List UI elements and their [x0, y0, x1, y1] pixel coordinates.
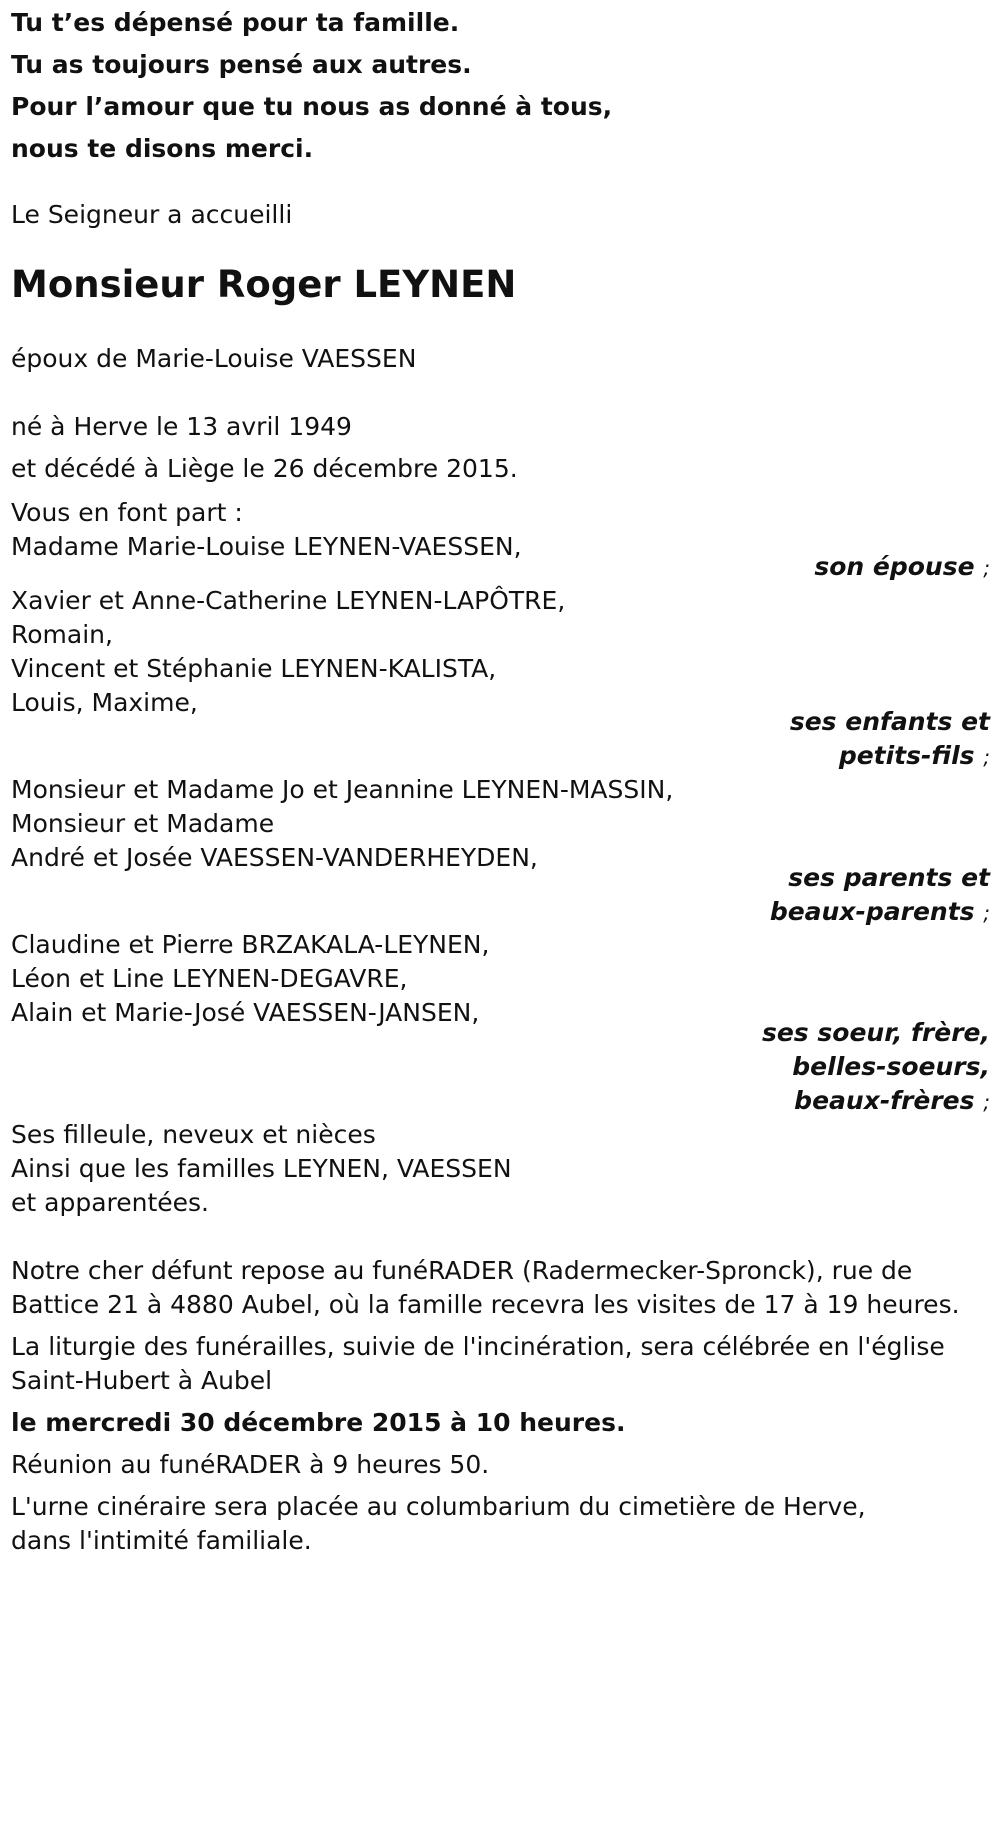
liturgy-line: La liturgie des funérailles, suivie de l'incinération, sera célébrée en l'église — [11, 1332, 945, 1361]
visit-line: Notre cher défunt repose au funéRADER (Radermecker-Spronck), rue de — [11, 1256, 913, 1285]
family-name-line: Louis, Maxime, — [11, 688, 198, 717]
death-line: et décédé à Liège le 26 décembre 2015. — [11, 454, 518, 483]
poem-line: nous te disons merci. — [11, 134, 314, 163]
family-name-line: Alain et Marie-José VAESSEN-JANSEN, — [11, 998, 480, 1027]
family-name-line: Léon et Line LEYNEN-DEGAVRE, — [11, 964, 408, 993]
family-name-line: Monsieur et Madame — [11, 809, 275, 838]
relation-label: beaux-frères ; — [794, 1086, 990, 1115]
deceased-name: Monsieur Roger LEYNEN — [11, 263, 517, 306]
poem-line: Tu t’es dépensé pour ta famille. — [11, 8, 460, 37]
relation-label: ses enfants et — [789, 707, 990, 736]
relation-label: belles-soeurs, — [792, 1052, 990, 1081]
others-line: et apparentées. — [11, 1188, 209, 1217]
family-name-line: Claudine et Pierre BRZAKALA-LEYNEN, — [11, 930, 490, 959]
relation-label: petits-fils ; — [838, 741, 990, 770]
relation-label: ses soeur, frère, — [761, 1018, 990, 1047]
urn-line: L'urne cinéraire sera placée au columbarium du cimetière de Herve, — [11, 1492, 866, 1521]
visit-line: Battice 21 à 4880 Aubel, où la famille recevra les visites de 17 à 19 heures. — [11, 1290, 960, 1319]
family-name-line: Madame Marie-Louise LEYNEN-VAESSEN, — [11, 532, 522, 561]
family-name-line: André et Josée VAESSEN-VANDERHEYDEN, — [11, 843, 538, 872]
liturgy-line: Saint-Hubert à Aubel — [11, 1366, 273, 1395]
intro-text: Le Seigneur a accueilli — [11, 200, 293, 229]
birth-line: né à Herve le 13 avril 1949 — [11, 412, 352, 441]
announce-line: Vous en font part : — [11, 498, 243, 527]
family-name-line: Vincent et Stéphanie LEYNEN-KALISTA, — [11, 654, 497, 683]
poem-line: Pour l’amour que tu nous as donné à tous, — [11, 92, 613, 121]
ceremony-date: le mercredi 30 décembre 2015 à 10 heures. — [11, 1408, 626, 1437]
family-name-line: Monsieur et Madame Jo et Jeannine LEYNEN-MASSIN, — [11, 775, 674, 804]
family-name-line: Xavier et Anne-Catherine LEYNEN-LAPÔTRE, — [11, 586, 566, 615]
reunion-line: Réunion au funéRADER à 9 heures 50. — [11, 1450, 490, 1479]
others-line: Ainsi que les familles LEYNEN, VAESSEN — [11, 1154, 512, 1183]
poem-line: Tu as toujours pensé aux autres. — [11, 50, 472, 79]
spouse-line: époux de Marie-Louise VAESSEN — [11, 344, 417, 373]
urn-line: dans l'intimité familiale. — [11, 1526, 312, 1555]
family-name-line: Romain, — [11, 620, 113, 649]
relation-label: ses parents et — [788, 863, 990, 892]
relation-label: son épouse ; — [814, 552, 990, 581]
relation-label: beaux-parents ; — [769, 897, 990, 926]
others-line: Ses filleule, neveux et nièces — [11, 1120, 376, 1149]
